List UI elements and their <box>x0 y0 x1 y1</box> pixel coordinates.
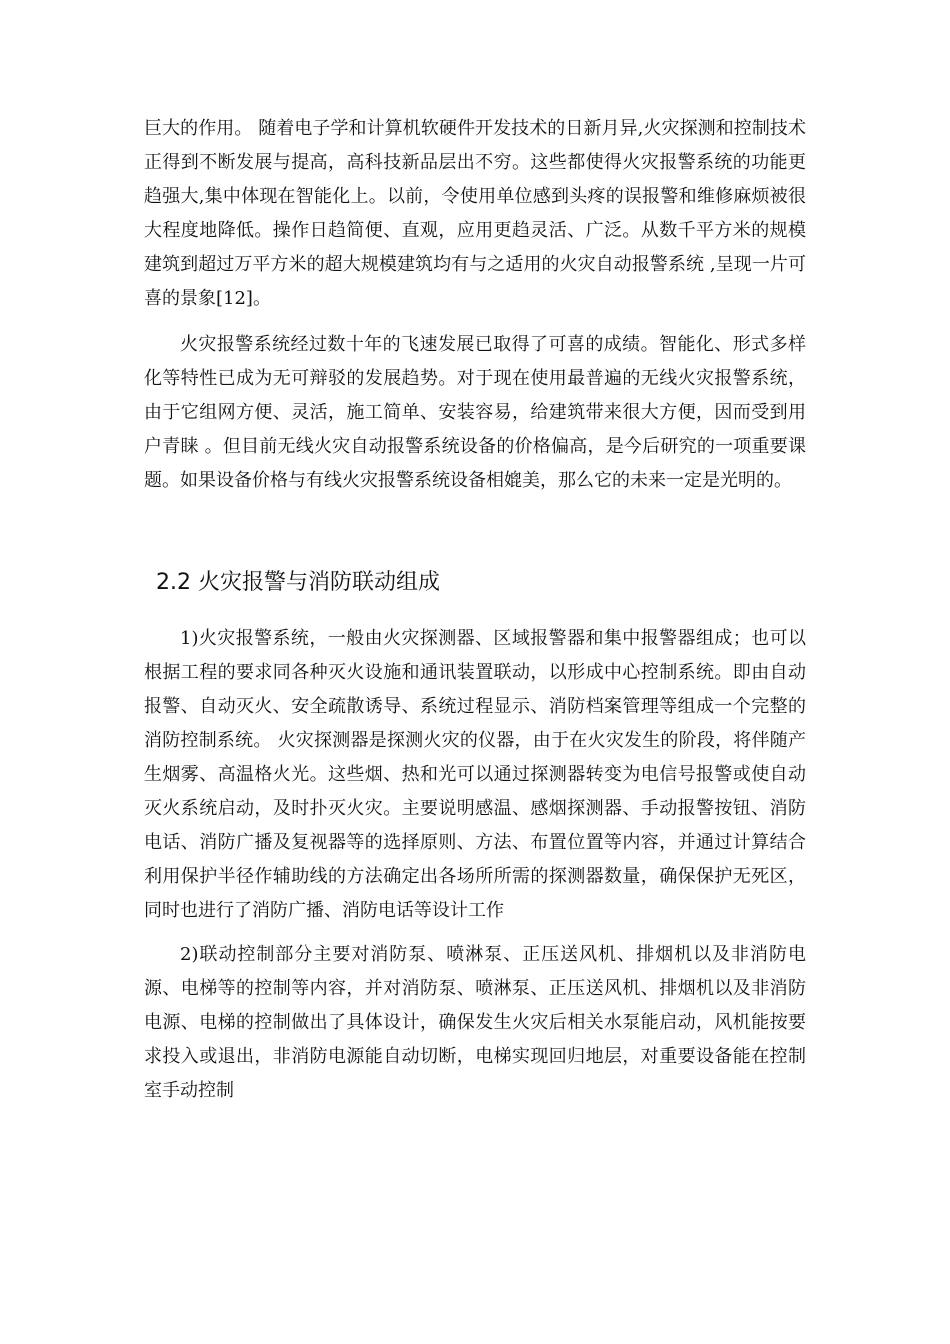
paragraph-fire-alarm-development: 巨大的作用。 随着电子学和计算机软硬件开发技术的日新月异,火灾探测和控制技术正得到不断发展与提高，高科技新品层出不穷。这些都使得火灾报警系统的功能更趋强大,集中体现在智能化上。以前，令使用单位感到头疼的误报警和维修麻烦被很大程度地降低。操作日趋简便、直观，应用更趋灵活、广泛。从数千平方米的规模建筑到超过万平方米的超大规模建筑均有与之适用的火灾自动报警系统 ,呈现一片可喜的景象[12]。 <box>144 118 806 309</box>
paragraph-wireless-fire-alarm: 火灾报警系统经过数十年的飞速发展已取得了可喜的成绩。智能化、形式多样化等特性已成为无可辩驳的发展趋势。对于现在使用最普遍的无线火灾报警系统，由于它组网方便、灵活，施工简单、安装容易，给建筑带来很大方便，因而受到用户青睐 。但目前无线火灾自动报警系统设备的价格偏高，是今后研究的一项重要课题。如果设备价格与有线火灾报警系统设备相媲美，那么它的未来一定是光明的。 <box>144 334 806 491</box>
paragraph-fire-alarm-system-composition: 1)火灾报警系统，一般由火灾探测器、区域报警器和集中报警器组成；也可以根据工程的要求同各种灭火设施和通讯装置联动，以形成中心控制系统。即由自动报警、自动灭火、安全疏散诱导、系统过程显示、消防档案管理等组成一个完整的消防控制系统。 火灾探测器是探测火灾的仪器，由于在火灾发生的阶段，将伴随产生烟雾、高温格火光。这些烟、热和光可以通过探测器转变为电信号报警或使自动灭火系统启动，及时扑灭火灾。主要说明感温、感烟探测器、手动报警按钮、消防电话、消防广播及复视器等的选择原则、方法、布置位置等内容，并通过计算结合利用保护半径作辅助线的方法确定出各场所所需的探测器数量，确保保护无死区，同时也进行了消防广播、消防电话等设计工作 <box>144 628 806 921</box>
section-heading-2-2: 2.2 火灾报警与消防联动组成 <box>156 570 440 595</box>
page-body <box>144 112 806 1108</box>
paragraph-linkage-control: 2)联动控制部分主要对消防泵、喷淋泵、正压送风机、排烟机以及非消防电源、电梯等的控制等内容，并对消防泵、喷淋泵、正压送风机、排烟机以及非消防电源、电梯的控制做出了具体设计，确保发生火灾后相关水泵能启动，风机能按要求投入或退出，非消防电源能自动切断，电梯实现回归地层，对重要设备能在控制室手动控制 <box>144 944 806 1101</box>
